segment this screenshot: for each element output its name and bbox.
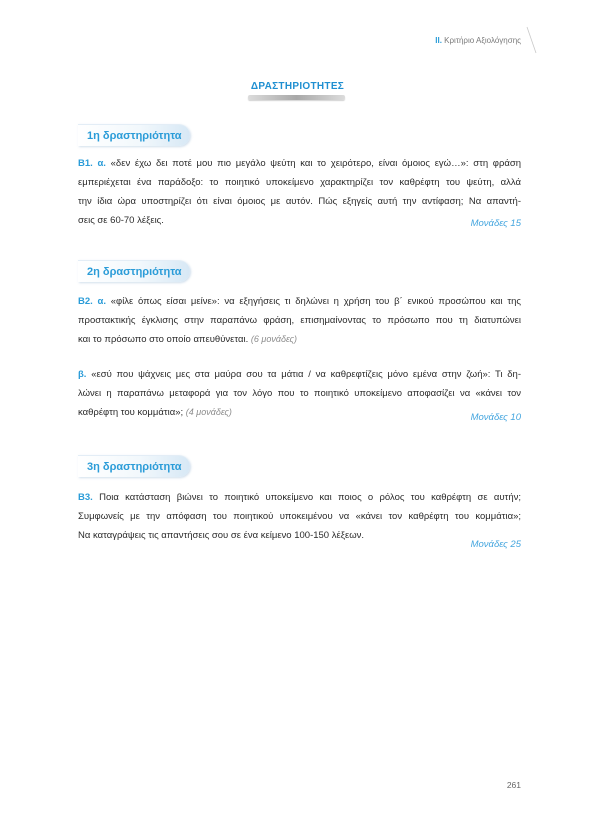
text-line [78, 507, 521, 526]
line-text: «δεν έχω δει ποτέ μου πιο μεγάλο ψεύτη και το χειρότερο, είναι όμοιος εγώ…»: στη φράση [110, 158, 521, 169]
text-line [78, 488, 521, 507]
text-line [78, 292, 521, 311]
question-number: Β1. α. [78, 158, 106, 169]
text-line [78, 192, 521, 211]
activity-label: 3η δραστηριότητα [87, 460, 182, 473]
text-line [78, 384, 521, 403]
sub-points-note: (6 μονάδες) [250, 334, 298, 344]
activity-tab-3 [78, 455, 190, 477]
question-number: β. [78, 369, 87, 380]
question-number: Β2. α. [78, 296, 106, 307]
line-text: λώνει η παραπάνω μεταφορά για τον λόγο που το ποιητικό υποκείμενο αποφασίζει να «κάνει τον [78, 388, 521, 399]
activity-label: 1η δραστηριότητα [87, 129, 182, 142]
chapter-title: Κριτήριο Αξιολόγησης [444, 36, 521, 45]
text-line [78, 526, 521, 545]
page-title: ΔΡΑΣΤΗΡΙΟΤΗΤΕΣ [250, 81, 345, 92]
title-underline [248, 95, 345, 100]
line-text: και το πρόσωπο στο οποίο απευθύνεται. [78, 334, 249, 345]
line-text: Να καταγράψεις τις απαντήσεις σου σε ένα κείμενο 100-150 λέξεων. [78, 530, 365, 541]
chapter-number: ΙΙ. [435, 36, 442, 45]
line-text: «φίλε όπως είσαι μείνε»: να εξηγήσεις τι δηλώνει η χρήση του β΄ ενικού προσώπου και της [110, 296, 521, 307]
activity-tab-2 [78, 260, 190, 282]
question-number: Β3. [78, 492, 93, 503]
text-line [78, 173, 521, 192]
text-line [78, 211, 521, 230]
line-text: καθρέφτη του κομμάτια»; [78, 407, 184, 418]
line-text: Ποια κατάσταση βιώνει το ποιητικό υποκείμενο και ποιος ο ρόλος του καθρέφτη σε αυτήν; [99, 492, 521, 503]
line-text: Συμφωνείς με την απόφαση του ποιητικού υποκειμένου να «κάνει τον καθρέφτη του κομμάτια»; [78, 511, 521, 522]
points-label: Μονάδες 25 [470, 539, 521, 550]
line-text: προστακτικής έγκλισης στην παραπάνω φράση, επισημαίνοντας το πρόσωπο που τη διατυπώνει [78, 315, 521, 326]
text-line [78, 365, 521, 384]
activity-tab-1 [78, 124, 190, 146]
running-header [435, 36, 521, 46]
line-text: εμπεριέχεται ένα παράδοξο: το ποιητικό υποκείμενο χαρακτηρίζει τον καθρέφτη του ψεύτη, αλλά [78, 177, 521, 188]
text-line [78, 403, 521, 422]
header-divider-line [524, 26, 538, 54]
text-line [78, 311, 521, 330]
question-b2b [78, 365, 521, 422]
activity-label: 2η δραστηριότητα [87, 265, 182, 278]
text-line [78, 154, 521, 173]
points-label: Μονάδες 10 [470, 412, 521, 423]
question-b1 [78, 154, 521, 230]
line-text: σεις σε 60-70 λέξεις. [78, 215, 164, 226]
sub-points-note: (4 μονάδες) [185, 407, 232, 417]
question-b3 [78, 488, 521, 545]
points-label: Μονάδες 15 [470, 218, 521, 229]
text-line [78, 330, 521, 349]
page-number: 261 [506, 780, 521, 790]
question-b2a [78, 292, 521, 349]
line-text: την ίδια ώρα υποστηρίζει ότι είναι όμοιος με αυτόν. Πώς εξηγείς αυτή την αντίφαση; Να απαντή- [78, 196, 521, 207]
line-text: «εσύ που ψάχνεις μες στα μαύρα σου τα μάτια / να καθρεφτίζεις μόνο εμένα στην ζωή»: Τι δη- [91, 369, 521, 380]
